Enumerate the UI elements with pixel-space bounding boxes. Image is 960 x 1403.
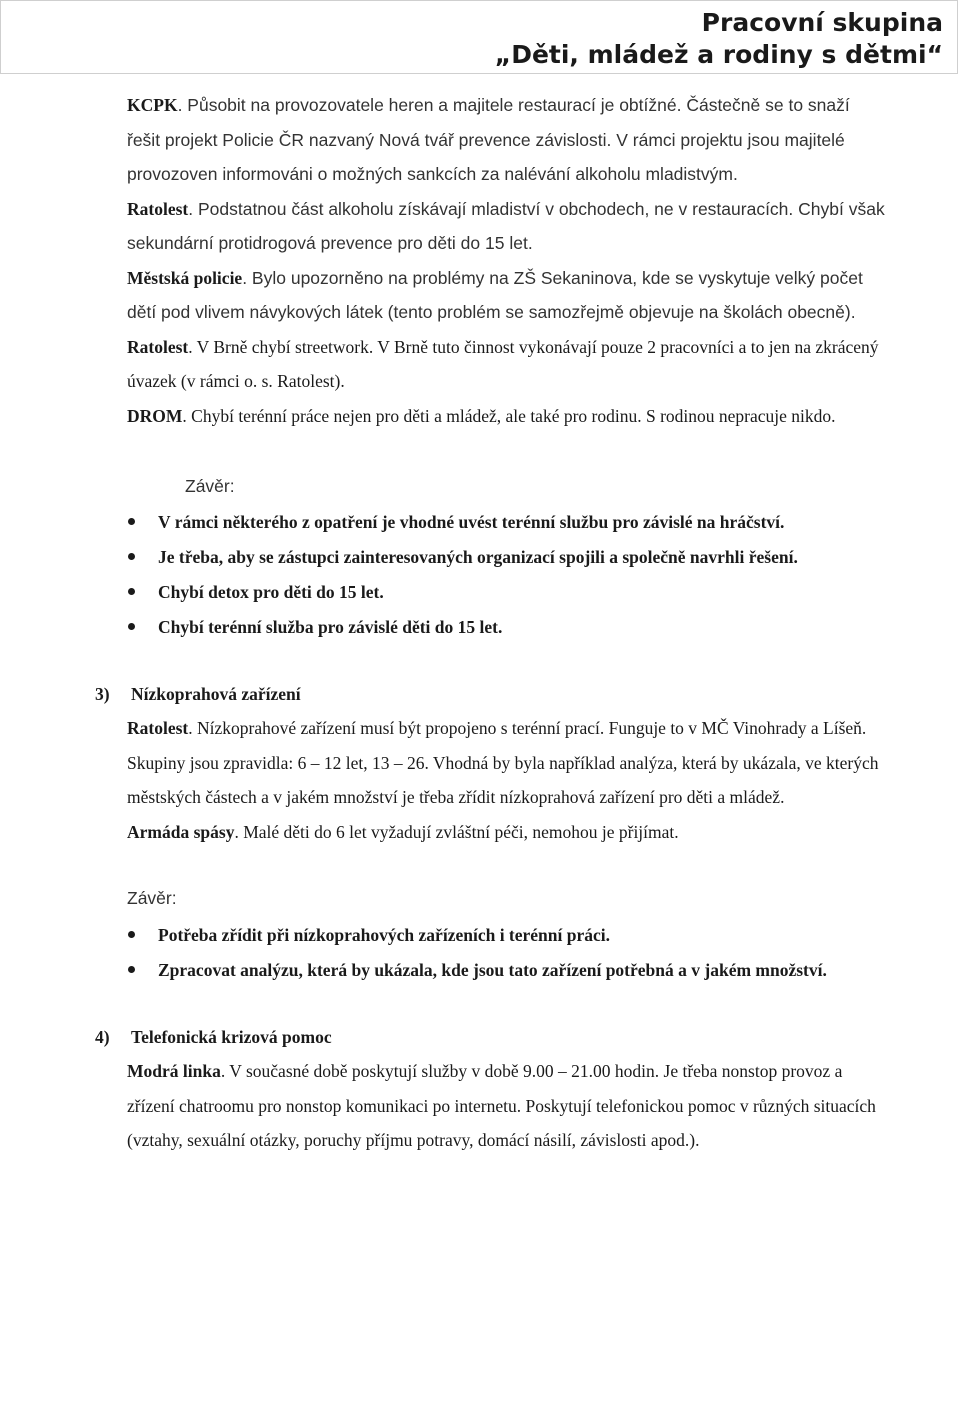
paragraph-text: . Malé děti do 6 let vyžadují zvláštní péči, nemohou je přijímat.: [234, 821, 679, 842]
org-name: DROM: [127, 405, 183, 426]
conclusion-label: Závěr:: [127, 888, 177, 908]
org-name: Ratolest: [127, 198, 189, 219]
paragraph-armada-spasy: [127, 815, 887, 850]
org-name: Ratolest: [127, 336, 189, 357]
org-name: Modrá linka: [127, 1061, 221, 1081]
section-heading: [95, 1020, 887, 1054]
paragraph-text: . Bylo upozorněno na problémy na ZŠ Sekaninova, kde se vyskytuje velký počet dětí pod vlivem návykových látek (tento problém se samozřejmě objevuje na školách obecně).: [127, 267, 863, 322]
section-number: 4): [95, 1027, 110, 1047]
paragraph-text: . Podstatnou část alkoholu získávají mladiství v obchodech, ne v restauracích. Chybí však sekundární protidrogová prevence pro děti do 15 let.: [127, 198, 885, 253]
section-title: Telefonická krizová pomoc: [131, 1027, 332, 1047]
section-title: Nízkoprahová zařízení: [131, 684, 301, 704]
conclusion-item: Zpracovat analýzu, která by ukázala, kde jsou tato zařízení potřebná a v jakém množství.: [91, 953, 887, 988]
conclusion-list: [127, 918, 887, 988]
paragraph-text: . Chybí terénní práce nejen pro děti a mládež, ale také pro rodinu. S rodinou nepracuje nikdo.: [182, 405, 836, 426]
section-heading: [95, 677, 887, 711]
conclusion-label: Závěr:: [185, 476, 235, 496]
paragraph-ratolest-2: [127, 330, 887, 399]
title-line-1: Pracovní skupina: [701, 8, 943, 37]
conclusion-item: Chybí terénní služba pro závislé děti do 15 let.: [91, 610, 887, 645]
org-name: Armáda spásy: [127, 821, 235, 842]
conclusion-item: Chybí detox pro děti do 15 let.: [91, 575, 887, 610]
paragraph-text: . Působit na provozovatele heren a majitele restaurací je obtížné. Částečně se to snaží řešit projekt Policie ČR nazvaný Nová tvář prevence závislosti. V rámci projektu jsou majitelé provozoven informováni o možných sankcích za nalévání alkoholu mladistvým.: [127, 95, 850, 184]
conclusion-item: Je třeba, aby se zástupci zainteresovaných organizací spojili a společně navrhli řešení.: [91, 540, 887, 575]
title-line-2: „Děti, mládež a rodiny s dětmi“: [494, 40, 943, 69]
paragraph-ratolest-3: [127, 711, 887, 815]
conclusion-list: [127, 505, 887, 645]
conclusion-item: V rámci některého z opatření je vhodné uvést terénní službu pro závislé na hráčství.: [91, 505, 887, 540]
paragraph-modra-linka: [127, 1054, 887, 1158]
paragraph-text: . V Brně chybí streetwork. V Brně tuto činnost vykonávají pouze 2 pracovníci a to jen na zkrácený úvazek (v rámci o. s. Ratolest).: [127, 336, 879, 391]
page-header: [0, 0, 958, 74]
conclusion-item: Potřeba zřídit při nízkoprahových zařízeních i terénní práci.: [91, 918, 887, 953]
paragraph-text: . Nízkoprahové zařízení musí být propojeno s terénní prací. Funguje to v MČ Vinohrady a Líšeň. Skupiny jsou zpravidla: 6 – 12 let, 13 – 26. Vhodná by byla například analýza, která by ukázala, ve kterých městských částech a v jakém množství je třeba zřídit nízkoprahová zařízení pro děti a mládež.: [127, 718, 879, 807]
working-group-title: [495, 7, 943, 71]
paragraph-mestska-policie: [127, 261, 887, 330]
org-name: Ratolest: [127, 718, 189, 738]
paragraph-text: . V současné době poskytují služby v době 9.00 – 21.00 hodin. Je třeba nonstop provoz a zřízení chatroomu pro nonstop komunikaci po internetu. Poskytují telefonickou pomoc v různých situacích (vztahy, sexuální otázky, poruchy příjmu potravy, domácí násilí, závislosti apod.).: [127, 1061, 876, 1150]
document-body: [95, 88, 887, 1158]
paragraph-ratolest-1: [127, 192, 887, 261]
org-name: Městská policie: [127, 267, 243, 288]
paragraph-kcpk: [127, 88, 887, 192]
section-number: 3): [95, 684, 110, 704]
org-name: KCPK: [127, 95, 178, 115]
paragraph-drom: [127, 399, 887, 434]
